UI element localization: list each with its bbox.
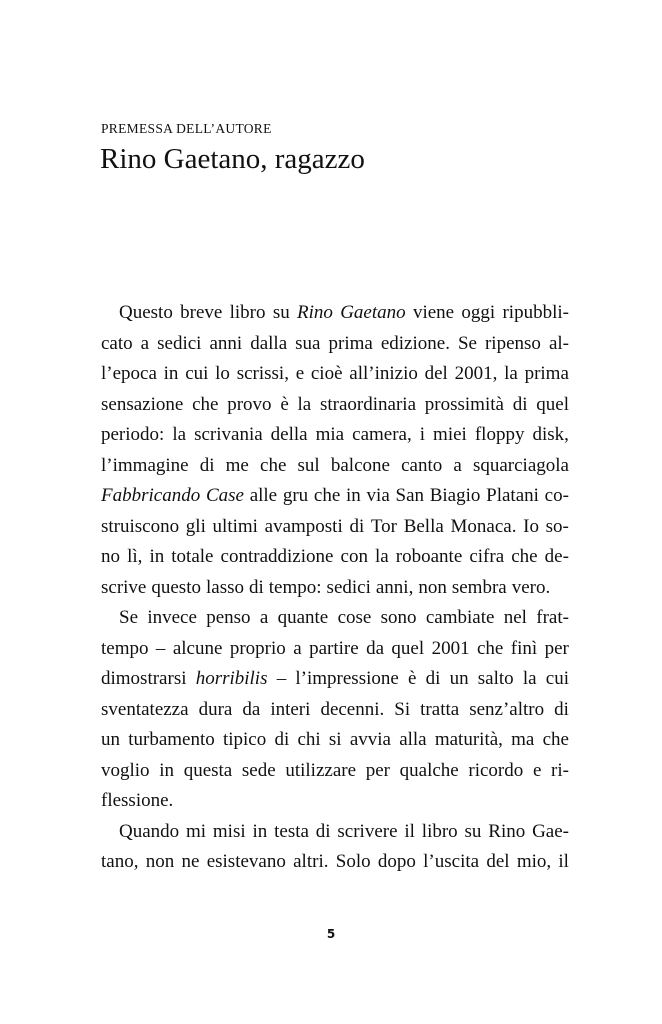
- word: utilizzare: [285, 759, 357, 781]
- word: cui: [545, 668, 569, 689]
- text-line: [101, 573, 569, 604]
- word: del: [424, 363, 448, 384]
- word: miei: [433, 424, 467, 445]
- word: questo: [151, 576, 201, 598]
- word: tempo:: [268, 576, 322, 598]
- word: invece: [147, 607, 197, 628]
- word: a: [453, 454, 462, 476]
- word: dura: [198, 698, 233, 720]
- word: della: [270, 424, 308, 445]
- word: cui: [185, 363, 209, 384]
- word: anni: [209, 332, 243, 354]
- word: no: [101, 546, 120, 567]
- word: l’epoca: [101, 363, 157, 384]
- word: ripubbli-: [502, 302, 569, 323]
- text-line: [101, 420, 569, 451]
- word: con: [340, 546, 368, 567]
- word: alla: [399, 729, 427, 750]
- word: periodo:: [101, 424, 165, 445]
- word: su: [272, 302, 290, 323]
- word: lì,: [127, 546, 143, 567]
- word: co-: [544, 485, 569, 506]
- section-label: PREMESSA DELL’AUTORE: [101, 121, 272, 136]
- word: questa: [183, 759, 233, 781]
- word: testa: [274, 820, 309, 842]
- word: Quando: [119, 820, 180, 842]
- word: scrive: [101, 576, 147, 598]
- word: e: [532, 759, 542, 781]
- word: tratta: [420, 698, 460, 720]
- word: 2001,: [454, 363, 498, 384]
- word: Gae-: [532, 820, 569, 842]
- word: l’immagine: [101, 454, 189, 476]
- word: anni,: [375, 576, 414, 598]
- word: balcone: [330, 454, 390, 476]
- word: prima: [328, 332, 373, 354]
- word: straordinaria: [320, 393, 417, 415]
- text-line: [101, 390, 569, 421]
- word: la: [375, 546, 389, 567]
- word: gli: [185, 515, 206, 537]
- word: di: [199, 454, 215, 476]
- word: decenni.: [320, 698, 385, 720]
- word: per: [365, 759, 390, 781]
- word: viene: [412, 302, 455, 323]
- word: Solo: [335, 851, 371, 872]
- text-line: [101, 634, 569, 665]
- text-line: [101, 481, 569, 512]
- word: Monaca.: [450, 515, 517, 537]
- text-line: [101, 695, 569, 726]
- word: a: [259, 607, 269, 628]
- word: che: [192, 393, 219, 415]
- text-line: [101, 359, 569, 390]
- word: interi: [270, 698, 311, 720]
- word: ne: [181, 851, 200, 872]
- word: il: [558, 851, 569, 872]
- text-line: [101, 298, 569, 329]
- word: i: [419, 424, 426, 445]
- word: che: [476, 637, 504, 659]
- word: si: [328, 729, 342, 750]
- word: roboante: [395, 546, 463, 567]
- word: del: [486, 851, 510, 872]
- word: sventatezza: [101, 698, 189, 720]
- word: edizione.: [380, 332, 450, 354]
- word: esistevano: [206, 851, 286, 872]
- word: scrivere: [337, 820, 398, 842]
- word: sede: [241, 759, 276, 781]
- word: di: [248, 576, 264, 598]
- word: e: [295, 363, 305, 384]
- word: in: [149, 546, 165, 567]
- word: mio,: [516, 851, 552, 872]
- word: maturità,: [434, 729, 503, 750]
- text-line: [101, 542, 569, 573]
- word: struiscono: [101, 515, 180, 537]
- word: flessione.: [101, 790, 174, 811]
- text-line: [101, 725, 569, 756]
- word: in: [159, 759, 175, 781]
- word: ricordo: [468, 759, 524, 781]
- word: Se: [119, 607, 138, 628]
- word: lo: [215, 363, 230, 384]
- word: quel: [391, 637, 425, 659]
- word: so-: [545, 515, 569, 537]
- word: frat-: [536, 607, 569, 628]
- word: disk,: [532, 424, 569, 445]
- word: breve: [180, 302, 223, 323]
- word: a: [140, 332, 150, 354]
- word: su: [464, 820, 482, 842]
- page-number: 5: [326, 927, 336, 941]
- word: canto: [401, 454, 443, 476]
- word: de-: [544, 546, 569, 567]
- word: tempo: [101, 637, 149, 659]
- word: sua: [295, 332, 321, 354]
- word: misi: [212, 820, 246, 842]
- word: di: [554, 698, 569, 720]
- word: altri.: [293, 851, 329, 872]
- word: Si: [394, 698, 411, 720]
- word: dalla: [250, 332, 288, 354]
- word: voglio: [101, 759, 150, 781]
- word: nel: [503, 607, 527, 628]
- word: di: [315, 820, 331, 842]
- word: al-: [548, 332, 569, 354]
- word: un: [449, 668, 469, 689]
- text-line: [101, 847, 569, 878]
- word: Questo: [119, 302, 173, 323]
- word: totale: [171, 546, 214, 567]
- word: mi: [186, 820, 207, 842]
- word: sembra: [451, 576, 507, 598]
- word: quel: [536, 393, 569, 415]
- word: scrissi,: [236, 363, 289, 384]
- word: Tor: [370, 515, 398, 537]
- word: Se: [457, 332, 477, 354]
- word: alcune: [172, 637, 223, 659]
- word: sensazione: [101, 393, 184, 415]
- word: la: [522, 668, 537, 689]
- word: sul: [297, 454, 320, 476]
- word: l’impressione: [295, 668, 399, 689]
- word: avamposti: [264, 515, 343, 537]
- word: salto: [477, 668, 514, 689]
- text-line: [101, 817, 569, 848]
- word: l’uscita: [423, 851, 480, 872]
- word: cose: [337, 607, 372, 628]
- word: prossimità: [424, 393, 504, 415]
- word: provo: [227, 393, 272, 415]
- italic-word: Gaetano: [340, 302, 406, 323]
- word: dopo: [377, 851, 416, 872]
- word: sedici: [157, 332, 202, 354]
- word: è: [408, 668, 417, 689]
- word: non: [145, 851, 175, 872]
- word: Platani: [486, 485, 539, 506]
- word: libro: [229, 302, 266, 323]
- text-line: [101, 451, 569, 482]
- word: prima: [524, 363, 569, 384]
- word: quante: [277, 607, 329, 628]
- body-text: [101, 298, 569, 878]
- word: non: [418, 576, 447, 598]
- word: che: [260, 454, 287, 476]
- word: libro: [421, 820, 458, 842]
- word: la: [297, 393, 312, 415]
- word: oggi: [461, 302, 496, 323]
- word: alle: [249, 485, 278, 506]
- word: tipico: [222, 729, 267, 750]
- word: per: [544, 637, 569, 659]
- word: gru: [282, 485, 309, 506]
- word: cato: [101, 332, 133, 354]
- word: sono: [380, 607, 417, 628]
- word: me: [225, 454, 249, 476]
- word: cioè: [310, 363, 343, 384]
- word: penso: [206, 607, 251, 628]
- word: da: [242, 698, 261, 720]
- word: di: [512, 393, 528, 415]
- word: che: [511, 546, 538, 567]
- text-line: [101, 329, 569, 360]
- word: Bella: [403, 515, 444, 537]
- word: un: [101, 729, 120, 750]
- word: di: [425, 668, 441, 689]
- italic-word: Fabbricando: [101, 485, 201, 506]
- word: senz’altro: [469, 698, 545, 720]
- word: avvia: [349, 729, 391, 750]
- word: la: [172, 424, 187, 445]
- word: è: [280, 393, 289, 415]
- word: Io: [523, 515, 539, 537]
- text-line: [101, 603, 569, 634]
- word: all’inizio: [349, 363, 418, 384]
- word: il: [404, 820, 415, 842]
- word: in: [252, 820, 268, 842]
- text-line: [101, 786, 569, 817]
- word: cifra: [469, 546, 505, 567]
- word: ripenso: [484, 332, 541, 354]
- word: sedici: [326, 576, 371, 598]
- word: mia: [315, 424, 345, 445]
- word: –: [276, 668, 287, 689]
- word: vero.: [511, 576, 551, 598]
- word: da: [366, 637, 384, 659]
- word: –: [155, 637, 166, 659]
- word: proprio: [229, 637, 286, 659]
- text-line: [101, 512, 569, 543]
- word: contraddizione: [220, 546, 334, 567]
- word: ri-: [551, 759, 569, 781]
- word: qualche: [399, 759, 459, 781]
- word: turbamento: [128, 729, 215, 750]
- word: finì: [510, 637, 538, 659]
- word: camera,: [352, 424, 412, 445]
- word: partire: [309, 637, 359, 659]
- word: di: [274, 729, 290, 750]
- word: ultimi: [212, 515, 258, 537]
- word: squarciagola: [472, 454, 569, 476]
- text-line: [101, 756, 569, 787]
- word: 2001: [431, 637, 470, 659]
- word: ma: [511, 729, 535, 750]
- word: lasso: [205, 576, 244, 598]
- word: Rino: [488, 820, 526, 842]
- word: San: [395, 485, 424, 506]
- word: a: [293, 637, 302, 659]
- word: dimostrarsi: [101, 668, 187, 689]
- word: tano,: [101, 851, 139, 872]
- word: in: [163, 363, 179, 384]
- word: che: [313, 485, 341, 506]
- word: chi: [297, 729, 321, 750]
- chapter-title: Rino Gaetano, ragazzo: [100, 143, 365, 175]
- text-line: [101, 664, 569, 695]
- word: Biagio: [429, 485, 481, 506]
- word: di: [349, 515, 365, 537]
- word: la: [504, 363, 518, 384]
- word: cambiate: [425, 607, 495, 628]
- italic-word: horribilis: [195, 668, 268, 689]
- italic-word: Rino: [297, 302, 333, 323]
- italic-word: Case: [205, 485, 244, 506]
- word: in: [346, 485, 361, 506]
- word: che: [542, 729, 569, 750]
- word: via: [366, 485, 390, 506]
- word: floppy: [474, 424, 525, 445]
- word: scrivania: [194, 424, 263, 445]
